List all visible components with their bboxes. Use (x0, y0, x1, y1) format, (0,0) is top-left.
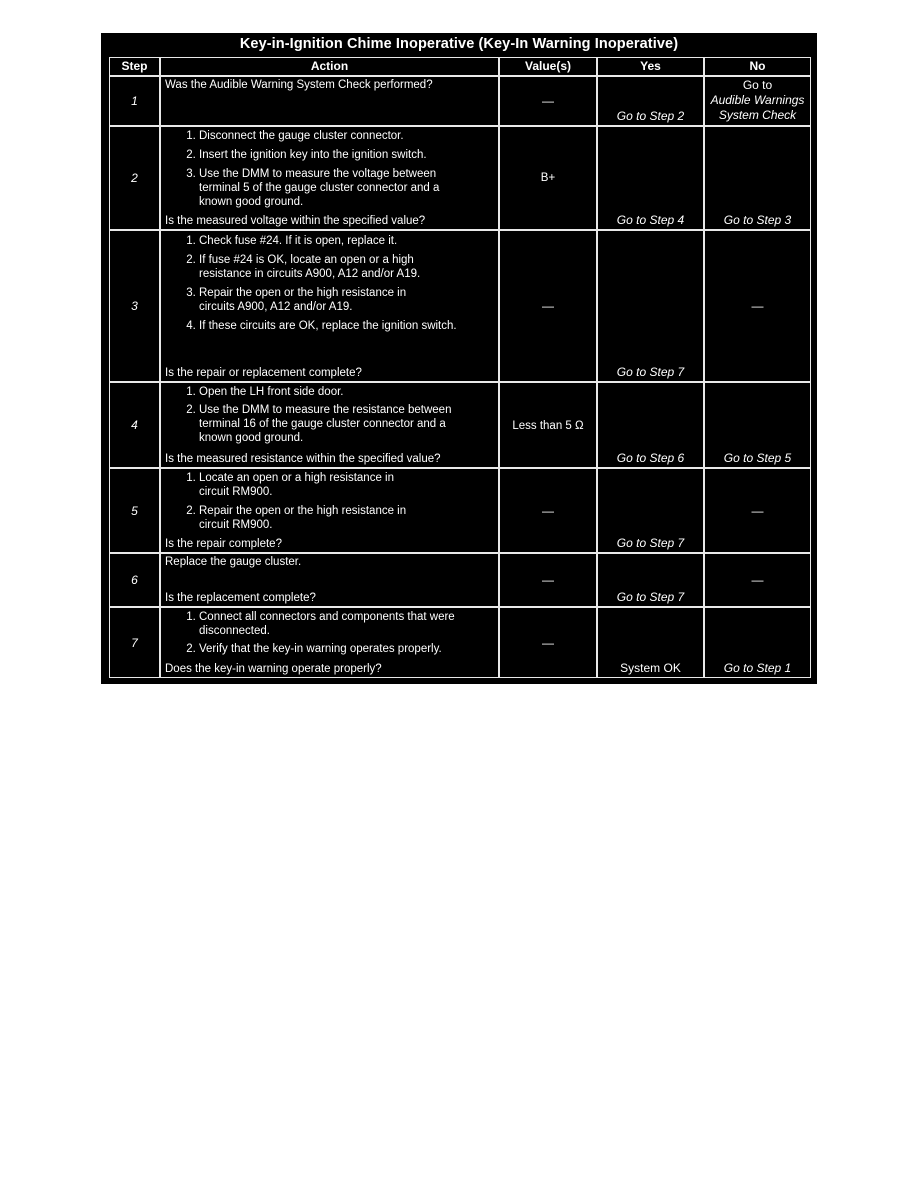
yes-goto: Go to Step 7 (616, 590, 685, 604)
step-value: — (499, 553, 597, 607)
step-action (160, 382, 499, 468)
yes-goto: Go to Step 4 (616, 213, 685, 227)
step-value: Less than 5 Ω (499, 382, 597, 468)
action-item: 2. Insert the ignition key into the ignition switch. (199, 148, 498, 162)
step-number: 7 (109, 607, 160, 678)
no-cell: — (704, 468, 811, 553)
action-line: Replace the gauge cluster. (165, 556, 302, 568)
diagnostic-table (101, 33, 817, 684)
yes-cell (597, 230, 704, 382)
step-action (160, 607, 499, 678)
step-value: — (499, 468, 597, 553)
yes-cell (597, 126, 704, 230)
step-value: — (499, 607, 597, 678)
yes-cell (597, 76, 704, 126)
step-question: Is the repair or replacement complete? (165, 367, 362, 379)
no-cell (704, 126, 811, 230)
step-value: B+ (499, 126, 597, 230)
step-action (160, 553, 499, 607)
action-item: 4. If these circuits are OK, replace the ignition switch. (199, 319, 498, 333)
action-item: 1. Check fuse #24. If it is open, replace it. (199, 234, 498, 248)
step-question: Is the measured resistance within the specified value? (165, 453, 441, 465)
no-cell: — (704, 230, 811, 382)
step-value: — (499, 230, 597, 382)
step-action (160, 76, 499, 126)
no-cell (704, 76, 811, 126)
header-no: No (704, 57, 811, 76)
step-action (160, 468, 499, 553)
action-item: 2. Repair the open or the high resistance in circuit RM900. (199, 504, 498, 532)
header-values: Value(s) (499, 57, 597, 76)
step-number: 3 (109, 230, 160, 382)
step-question: Is the replacement complete? (165, 592, 316, 604)
action-item: 2. If fuse #24 is OK, locate an open or a high resistance in circuits A900, A12 and/or A19. (199, 253, 498, 281)
step-number: 6 (109, 553, 160, 607)
step-number: 1 (109, 76, 160, 126)
action-item: 1. Connect all connectors and components that were disconnected. (199, 610, 498, 638)
action-item: 1. Locate an open or a high resistance in circuit RM900. (199, 471, 498, 499)
step-question: Is the repair complete? (165, 538, 282, 550)
yes-cell (597, 607, 704, 678)
no-line: Audible Warnings (710, 93, 805, 107)
action-item: 1. Disconnect the gauge cluster connector. (199, 129, 498, 143)
no-line: System Check (718, 108, 797, 122)
no-cell (704, 607, 811, 678)
yes-goto: Go to Step 2 (616, 109, 685, 123)
yes-cell (597, 382, 704, 468)
no-cell: — (704, 553, 811, 607)
action-item: 1. Open the LH front side door. (199, 385, 498, 399)
step-question: Was the Audible Warning System Check performed? (165, 79, 433, 91)
yes-goto: Go to Step 7 (616, 536, 685, 550)
yes-goto: Go to Step 6 (616, 451, 685, 465)
step-number: 5 (109, 468, 160, 553)
step-action (160, 230, 499, 382)
yes-goto: Go to Step 7 (616, 365, 685, 379)
action-item: 3. Use the DMM to measure the voltage between terminal 5 of the gauge cluster connector and a known good ground. (199, 167, 498, 209)
no-goto: Go to Step 5 (723, 451, 792, 465)
header-action: Action (160, 57, 499, 76)
step-number: 2 (109, 126, 160, 230)
step-question: Does the key-in warning operate properly? (165, 663, 382, 675)
no-cell (704, 382, 811, 468)
step-action (160, 126, 499, 230)
no-goto: Go to Step 1 (723, 661, 792, 675)
step-value: — (499, 76, 597, 126)
no-goto: Go to Step 3 (723, 213, 792, 227)
yes-cell (597, 468, 704, 553)
header-yes: Yes (597, 57, 704, 76)
action-item: 2. Verify that the key-in warning operates properly. (199, 642, 498, 656)
step-number: 4 (109, 382, 160, 468)
header-step: Step (109, 57, 160, 76)
yes-cell (597, 553, 704, 607)
yes-goto: System OK (620, 661, 681, 675)
action-item: 2. Use the DMM to measure the resistance between terminal 16 of the gauge cluster connector and a known good ground. (199, 403, 498, 445)
table-title: Key-in-Ignition Chime Inoperative (Key-In Warning Inoperative) (239, 36, 679, 52)
action-item: 3. Repair the open or the high resistance in circuits A900, A12 and/or A19. (199, 286, 498, 314)
no-line: Go to (742, 78, 773, 92)
step-question: Is the measured voltage within the specified value? (165, 215, 426, 227)
